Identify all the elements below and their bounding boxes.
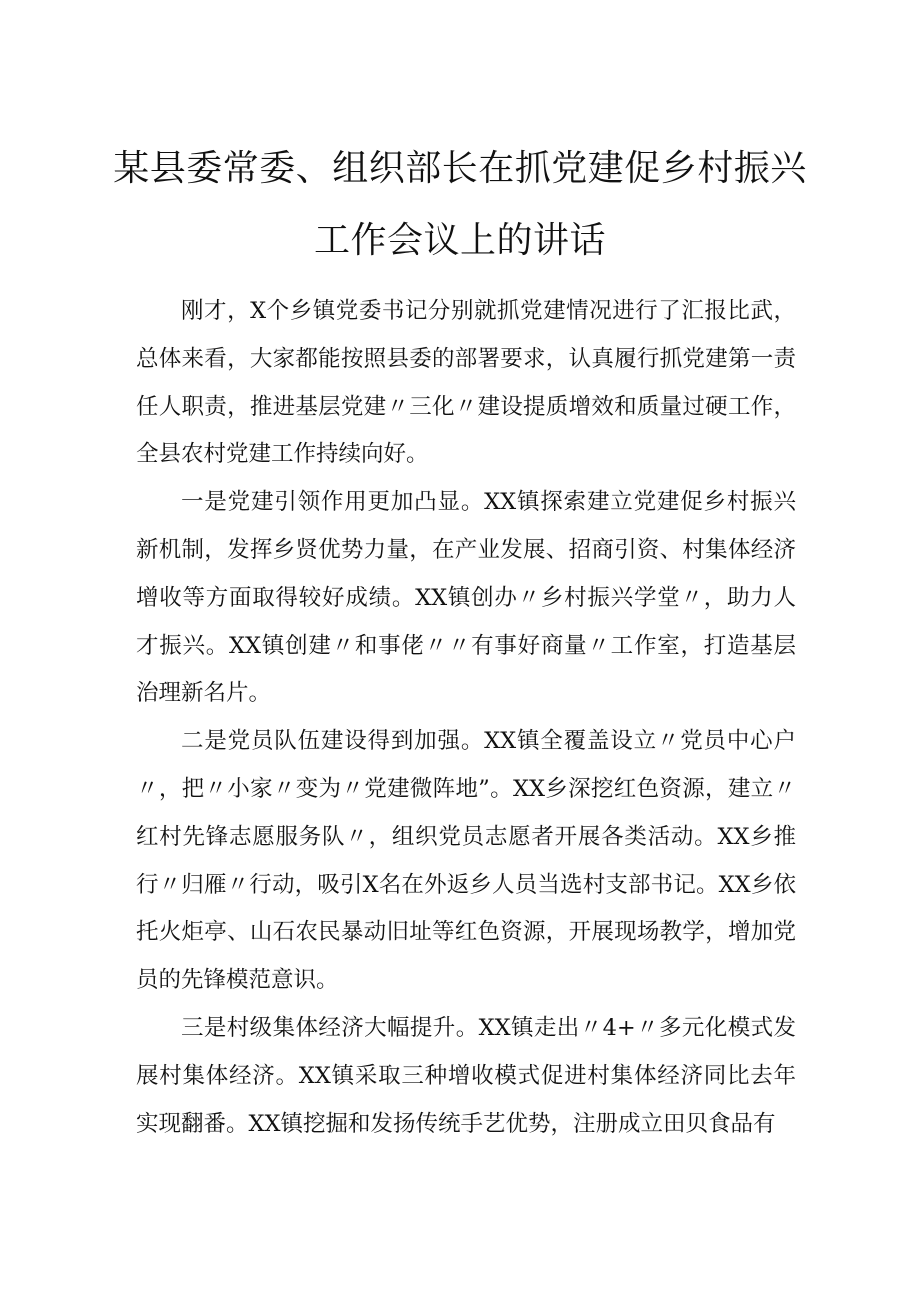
document-title-line-1: 某县委常委、组织部长在抓党建促乡村振兴: [113, 148, 807, 189]
document-body: [136, 288, 796, 1148]
paragraph-point-three: 三是村级集体经济大幅提升。XX镇走出〃4+〃多元化模式发展村集体经济。XX镇采取三种增收模式促进村集体经济同比去年实现翻番。XX镇挖掘和发扬传统手艺优势，注册成立田贝食品有: [136, 1014, 796, 1137]
document-title-line-2: 工作会议上的讲话: [313, 220, 606, 261]
paragraph-point-two: 二是党员队伍建设得到加强。XX镇全覆盖设立〃党员中心户〃，把〃小家〃变为〃党建微阵地”。XX乡深挖红色资源，建立〃红村先锋志愿服务队〃，组织党员志愿者开展各类活动。XX乡推行〃归雁〃行动，吸引X名在外返乡人员当选村支部书记。XX乡依托火炬亭、山石农民暴动旧址等红色资源，开展现场教学，增加党员的先锋模范意识。: [136, 728, 796, 994]
paragraph-opening: 刚才，X个乡镇党委书记分别就抓党建情况进行了汇报比武，总体来看，大家都能按照县委的部署要求，认真履行抓党建第一责任人职责，推进基层党建〃三化〃建设提质增效和质量过硬工作，全县农村党建工作持续向好。: [136, 298, 796, 468]
paragraph-point-one: 一是党建引领作用更加凸显。XX镇探索建立党建促乡村振兴新机制，发挥乡贤优势力量，在产业发展、招商引资、村集体经济增收等方面取得较好成绩。XX镇创办〃乡村振兴学堂〃，助力人才振兴。XX镇创建〃和事佬〃〃有事好商量〃工作室，打造基层治理新名片。: [136, 489, 796, 707]
